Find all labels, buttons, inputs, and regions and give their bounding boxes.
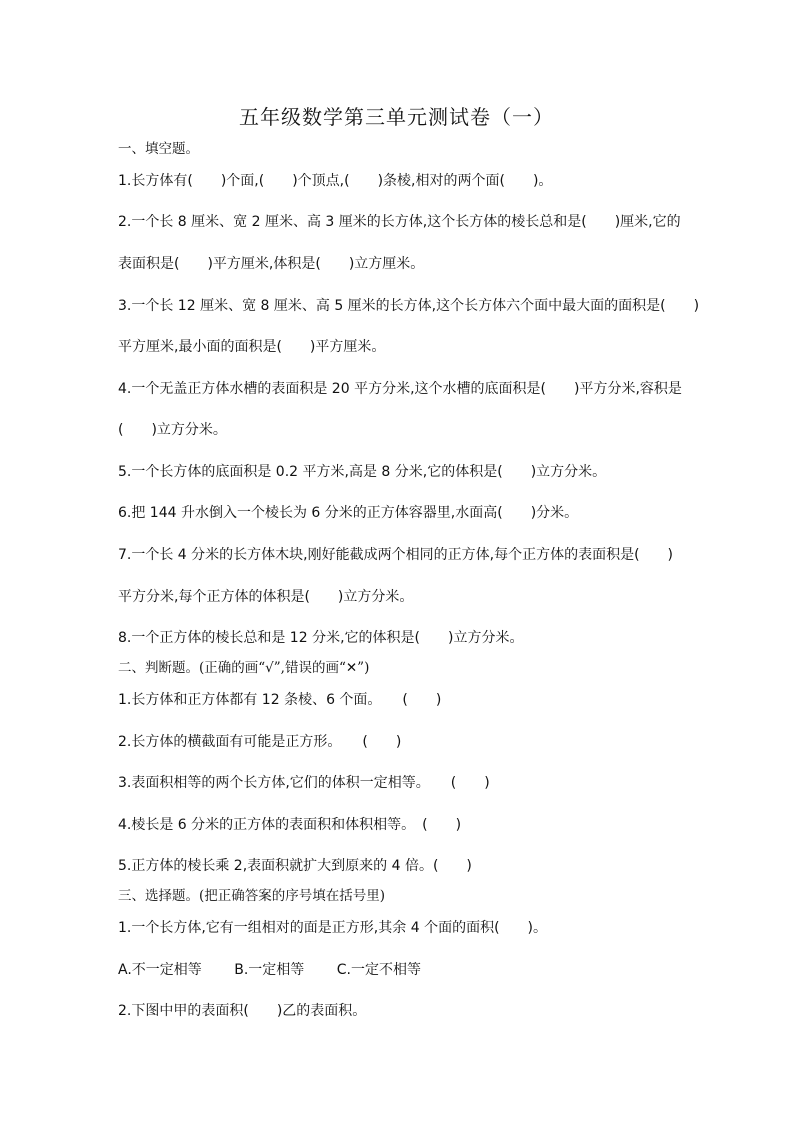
question-text: 8.一个正方体的棱长总和是 12 分米,它的体积是( )立方分米。	[118, 630, 524, 646]
question-text: 2.一个长 8 厘米、宽 2 厘米、高 3 厘米的长方体,这个长方体的棱长总和是( )厘米,它的	[118, 214, 681, 230]
question-text: 表面积是( )平方厘米,体积是( )立方厘米。	[118, 256, 425, 272]
question-text: 2.长方体的横截面有可能是正方形。 ( )	[118, 734, 402, 750]
page-title: 五年级数学第三单元测试卷（一）	[239, 105, 554, 129]
question-text: 1.长方体和正方体都有 12 条棱、6 个面。 ( )	[118, 692, 442, 708]
question-text: 3.一个长 12 厘米、宽 8 厘米、高 5 厘米的长方体,这个长方体六个面中最大面的面积是( )	[118, 298, 700, 314]
question-text: 平方分米,每个正方体的体积是( )立方分米。	[118, 589, 414, 605]
section-heading-fill: 一、填空题。	[118, 141, 199, 157]
choice-options: A.不一定相等 B.一定相等 C.一定不相等	[118, 962, 421, 978]
question-text: 1.一个长方体,它有一组相对的面是正方形,其余 4 个面的面积( )。	[118, 920, 547, 936]
question-text: 4.一个无盖正方体水槽的表面积是 20 平方分米,这个水槽的底面积是( )平方分米,容积是	[118, 381, 682, 397]
question-text: 1.长方体有( )个面,( )个顶点,( )条棱,相对的两个面( )。	[118, 173, 553, 189]
question-text: 3.表面积相等的两个长方体,它们的体积一定相等。 ( )	[118, 775, 490, 791]
question-text: 6.把 144 升水倒入一个棱长为 6 分米的正方体容器里,水面高( )分米。	[118, 505, 579, 521]
question-text: 4.棱长是 6 分米的正方体的表面积和体积相等。 ( )	[118, 817, 462, 833]
question-text: 5.一个长方体的底面积是 0.2 平方米,高是 8 分米,它的体积是( )立方分米。	[118, 464, 607, 480]
question-text: 5.正方体的棱长乘 2,表面积就扩大到原来的 4 倍。( )	[118, 858, 472, 874]
question-text: ( )立方分米。	[118, 422, 227, 438]
question-text: 2.下图中甲的表面积( )乙的表面积。	[118, 1003, 367, 1019]
question-text: 7.一个长 4 分米的长方体木块,刚好能截成两个相同的正方体,每个正方体的表面积是( )	[118, 547, 673, 563]
question-text: 平方厘米,最小面的面积是( )平方厘米。	[118, 339, 386, 355]
section-heading-judge: 二、判断题。(正确的画“√”,错误的画“✕”)	[118, 660, 370, 676]
section-heading-choice: 三、选择题。(把正确答案的序号填在括号里)	[118, 888, 386, 904]
